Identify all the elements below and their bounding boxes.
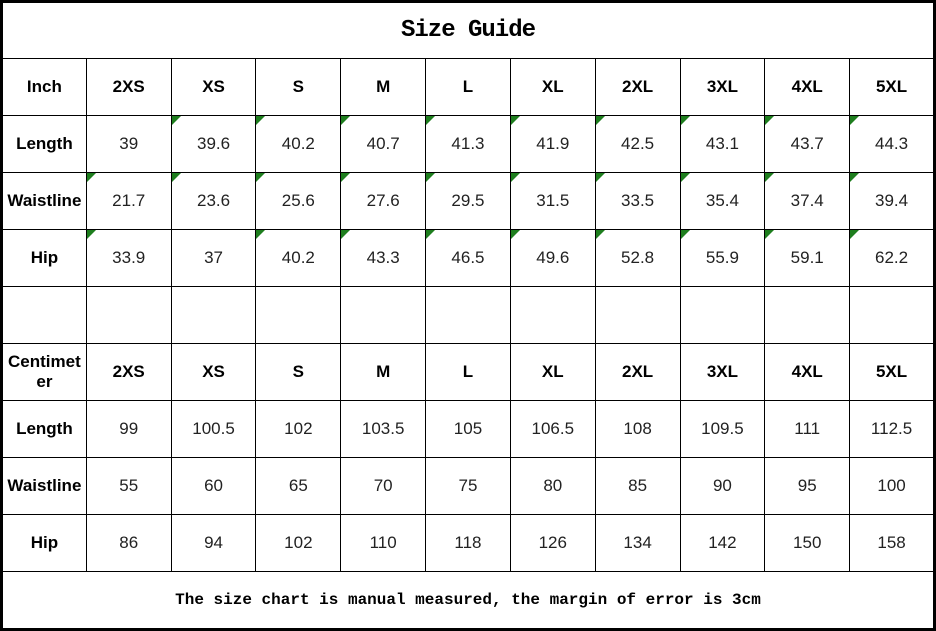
measurement-value-cell bbox=[341, 515, 426, 572]
measurement-value-cell bbox=[510, 173, 595, 230]
measurement-value: 39.4 bbox=[875, 191, 909, 210]
size-header-cell: M bbox=[341, 344, 426, 401]
measurement-value-cell bbox=[256, 458, 341, 515]
footer-row bbox=[2, 572, 935, 630]
measurement-value-cell bbox=[850, 401, 935, 458]
measurement-value-cell bbox=[86, 173, 171, 230]
green-triangle-icon bbox=[681, 116, 690, 125]
measurement-value: 111 bbox=[794, 419, 821, 438]
spacer-row bbox=[2, 287, 935, 344]
measurement-value: 100 bbox=[877, 476, 906, 495]
green-triangle-icon bbox=[511, 116, 520, 125]
green-triangle-icon bbox=[596, 173, 605, 182]
size-header-cell: 4XL bbox=[765, 59, 850, 116]
green-triangle-icon bbox=[850, 230, 859, 239]
measurement-value-cell bbox=[256, 230, 341, 287]
measurement-value: 29.5 bbox=[451, 191, 485, 210]
measurement-value-cell bbox=[86, 401, 171, 458]
measurement-value-cell bbox=[765, 230, 850, 287]
measurement-value-cell bbox=[595, 401, 680, 458]
measurement-value: 112.5 bbox=[870, 419, 913, 438]
measurement-value: 80 bbox=[543, 476, 563, 495]
measurement-value-cell bbox=[680, 173, 765, 230]
measurement-value-cell bbox=[426, 116, 511, 173]
measurement-value: 70 bbox=[373, 476, 393, 495]
measurement-value-cell bbox=[595, 230, 680, 287]
measurement-value-cell bbox=[341, 116, 426, 173]
measurement-value-cell bbox=[765, 515, 850, 572]
size-header-cell: 2XL bbox=[595, 59, 680, 116]
measurement-row bbox=[2, 515, 935, 572]
empty-cell bbox=[510, 287, 595, 344]
green-triangle-icon bbox=[341, 230, 350, 239]
measurement-value: 55 bbox=[119, 476, 139, 495]
size-header-cell: 5XL bbox=[850, 59, 935, 116]
measurement-value-cell bbox=[86, 458, 171, 515]
measurement-value-cell bbox=[426, 230, 511, 287]
measurement-value-cell bbox=[510, 458, 595, 515]
measurement-value-cell bbox=[680, 458, 765, 515]
measurement-row bbox=[2, 116, 935, 173]
measurement-value: 108 bbox=[623, 419, 652, 438]
measurement-value-cell bbox=[510, 401, 595, 458]
green-triangle-icon bbox=[172, 173, 181, 182]
measurement-value-cell bbox=[510, 116, 595, 173]
measurement-value-cell bbox=[595, 458, 680, 515]
size-header-cell: L bbox=[426, 59, 511, 116]
measurement-value-cell bbox=[426, 458, 511, 515]
measurement-value: 109.5 bbox=[701, 419, 744, 438]
measurement-value-cell bbox=[171, 173, 256, 230]
empty-cell bbox=[171, 287, 256, 344]
measurement-value-cell bbox=[341, 230, 426, 287]
size-header-cell: S bbox=[256, 59, 341, 116]
size-header-cell: XL bbox=[510, 59, 595, 116]
measurement-value: 102 bbox=[284, 419, 313, 438]
green-triangle-icon bbox=[681, 173, 690, 182]
unit-label: Inch bbox=[2, 59, 87, 116]
green-triangle-icon bbox=[850, 173, 859, 182]
empty-cell bbox=[341, 287, 426, 344]
green-triangle-icon bbox=[256, 173, 265, 182]
measurement-value-cell bbox=[680, 230, 765, 287]
green-triangle-icon bbox=[596, 116, 605, 125]
empty-cell bbox=[595, 287, 680, 344]
measurement-label: Waistline bbox=[2, 173, 87, 230]
measurement-value: 37 bbox=[204, 248, 223, 267]
measurement-value: 85 bbox=[628, 476, 648, 495]
size-header-cell: M bbox=[341, 59, 426, 116]
page-title: Size Guide bbox=[2, 2, 935, 59]
green-triangle-icon bbox=[256, 230, 265, 239]
green-triangle-icon bbox=[341, 173, 350, 182]
measurement-value-cell bbox=[765, 116, 850, 173]
measurement-value-cell bbox=[256, 173, 341, 230]
measurement-value-cell bbox=[256, 116, 341, 173]
size-header-cell: 3XL bbox=[680, 344, 765, 401]
green-triangle-icon bbox=[87, 173, 96, 182]
empty-cell bbox=[2, 287, 87, 344]
measurement-label: Hip bbox=[2, 230, 87, 287]
green-triangle-icon bbox=[850, 116, 859, 125]
measurement-value: 90 bbox=[712, 476, 732, 495]
green-triangle-icon bbox=[596, 230, 605, 239]
measurement-value-cell bbox=[426, 515, 511, 572]
green-triangle-icon bbox=[341, 116, 350, 125]
measurement-value: 21.7 bbox=[112, 191, 146, 210]
measurement-value: 60 bbox=[204, 476, 223, 495]
size-header-cell: XS bbox=[171, 59, 256, 116]
green-triangle-icon bbox=[87, 230, 96, 239]
measurement-value: 43.7 bbox=[790, 134, 824, 153]
measurement-value-cell bbox=[680, 515, 765, 572]
measurement-value-cell bbox=[171, 458, 256, 515]
measurement-value: 126 bbox=[538, 533, 567, 552]
size-header-row bbox=[2, 344, 935, 401]
measurement-value: 40.2 bbox=[281, 134, 315, 153]
measurement-value-cell bbox=[850, 173, 935, 230]
measurement-value: 110 bbox=[369, 533, 397, 552]
measurement-value: 49.6 bbox=[536, 248, 570, 267]
green-triangle-icon bbox=[765, 116, 774, 125]
measurement-value: 42.5 bbox=[621, 134, 655, 153]
measurement-value-cell bbox=[850, 458, 935, 515]
unit-label: Centimeter bbox=[2, 344, 87, 401]
measurement-value: 106.5 bbox=[531, 419, 575, 438]
measurement-value: 86 bbox=[119, 533, 139, 552]
measurement-value: 23.6 bbox=[196, 191, 231, 210]
size-header-cell: 4XL bbox=[765, 344, 850, 401]
empty-cell bbox=[86, 287, 171, 344]
measurement-value-cell bbox=[765, 173, 850, 230]
measurement-value: 39 bbox=[119, 134, 139, 153]
measurement-value: 65 bbox=[288, 476, 308, 495]
size-header-cell: 5XL bbox=[850, 344, 935, 401]
measurement-value: 31.5 bbox=[536, 191, 570, 210]
measurement-value: 95 bbox=[797, 476, 817, 495]
measurement-value-cell bbox=[86, 515, 171, 572]
measurement-value: 33.9 bbox=[112, 248, 146, 267]
measurement-value: 158 bbox=[877, 533, 906, 552]
green-triangle-icon bbox=[765, 173, 774, 182]
measurement-value: 25.6 bbox=[281, 191, 315, 210]
size-header-cell: 2XS bbox=[86, 59, 171, 116]
green-triangle-icon bbox=[426, 230, 435, 239]
measurement-value: 37.4 bbox=[790, 191, 824, 210]
measurement-label: Hip bbox=[2, 515, 87, 572]
measurement-value: 52.8 bbox=[621, 248, 655, 267]
measurement-label: Length bbox=[2, 401, 87, 458]
measurement-value-cell bbox=[171, 515, 256, 572]
green-triangle-icon bbox=[511, 173, 520, 182]
measurement-value: 27.6 bbox=[366, 191, 400, 210]
measurement-value: 46.5 bbox=[451, 248, 485, 267]
measurement-value-cell bbox=[341, 173, 426, 230]
measurement-value: 59.1 bbox=[790, 248, 824, 267]
measurement-value-cell bbox=[171, 230, 256, 287]
measurement-value-cell bbox=[765, 458, 850, 515]
measurement-value-cell bbox=[765, 401, 850, 458]
measurement-value-cell bbox=[680, 401, 765, 458]
empty-cell bbox=[426, 287, 511, 344]
measurement-row bbox=[2, 458, 935, 515]
empty-cell bbox=[765, 287, 850, 344]
measurement-value: 75 bbox=[458, 476, 478, 495]
measurement-value: 142 bbox=[708, 533, 737, 552]
measurement-value: 35.4 bbox=[705, 191, 739, 210]
measurement-value-cell bbox=[341, 401, 426, 458]
measurement-value: 44.3 bbox=[875, 134, 909, 153]
measurement-row bbox=[2, 230, 935, 287]
measurement-row bbox=[2, 401, 935, 458]
green-triangle-icon bbox=[256, 116, 265, 125]
measurement-value-cell bbox=[850, 230, 935, 287]
measurement-value: 55.9 bbox=[705, 248, 739, 267]
measurement-row bbox=[2, 173, 935, 230]
measurement-label: Length bbox=[2, 116, 87, 173]
measurement-value: 102 bbox=[284, 533, 313, 552]
empty-cell bbox=[680, 287, 765, 344]
measurement-value: 43.3 bbox=[366, 248, 400, 267]
measurement-value: 41.3 bbox=[451, 134, 485, 153]
size-header-cell: L bbox=[426, 344, 511, 401]
title-row bbox=[2, 2, 935, 59]
measurement-value-cell bbox=[680, 116, 765, 173]
green-triangle-icon bbox=[511, 230, 520, 239]
measurement-value: 39.6 bbox=[196, 134, 231, 153]
measurement-label: Waistline bbox=[2, 458, 87, 515]
size-header-cell: 2XL bbox=[595, 344, 680, 401]
green-triangle-icon bbox=[172, 116, 181, 125]
measurement-value-cell bbox=[341, 458, 426, 515]
green-triangle-icon bbox=[426, 173, 435, 182]
measurement-value: 150 bbox=[793, 533, 822, 552]
empty-cell bbox=[850, 287, 935, 344]
measurement-value-cell bbox=[510, 230, 595, 287]
green-triangle-icon bbox=[681, 230, 690, 239]
green-triangle-icon bbox=[426, 116, 435, 125]
measurement-value-cell bbox=[510, 515, 595, 572]
size-header-cell: 3XL bbox=[680, 59, 765, 116]
measurement-value-cell bbox=[850, 116, 935, 173]
size-header-cell: XS bbox=[171, 344, 256, 401]
measurement-value: 40.7 bbox=[366, 134, 400, 153]
measurement-value: 100.5 bbox=[192, 419, 235, 438]
measurement-value: 40.2 bbox=[281, 248, 315, 267]
measurement-value: 99 bbox=[119, 419, 139, 438]
measurement-value: 134 bbox=[623, 533, 652, 552]
measurement-value-cell bbox=[426, 401, 511, 458]
measurement-value-cell bbox=[171, 116, 256, 173]
measurement-value: 105 bbox=[453, 419, 483, 438]
size-header-cell: XL bbox=[510, 344, 595, 401]
measurement-value-cell bbox=[171, 401, 256, 458]
measurement-value-cell bbox=[86, 116, 171, 173]
measurement-value-cell bbox=[86, 230, 171, 287]
footer-note: The size chart is manual measured, the margin of error is 3cm bbox=[2, 572, 935, 630]
measurement-value: 43.1 bbox=[705, 134, 739, 153]
measurement-value: 33.5 bbox=[621, 191, 655, 210]
measurement-value: 94 bbox=[204, 533, 223, 552]
size-header-row bbox=[2, 59, 935, 116]
measurement-value: 118 bbox=[454, 533, 482, 552]
measurement-value: 41.9 bbox=[536, 134, 570, 153]
measurement-value: 62.2 bbox=[875, 248, 909, 267]
size-header-cell: 2XS bbox=[86, 344, 171, 401]
measurement-value-cell bbox=[850, 515, 935, 572]
measurement-value-cell bbox=[426, 173, 511, 230]
empty-cell bbox=[256, 287, 341, 344]
measurement-value-cell bbox=[256, 515, 341, 572]
green-triangle-icon bbox=[765, 230, 774, 239]
measurement-value-cell bbox=[595, 515, 680, 572]
measurement-value-cell bbox=[256, 401, 341, 458]
size-header-cell: S bbox=[256, 344, 341, 401]
measurement-value-cell bbox=[595, 116, 680, 173]
measurement-value: 103.5 bbox=[361, 419, 405, 438]
measurement-value-cell bbox=[595, 173, 680, 230]
